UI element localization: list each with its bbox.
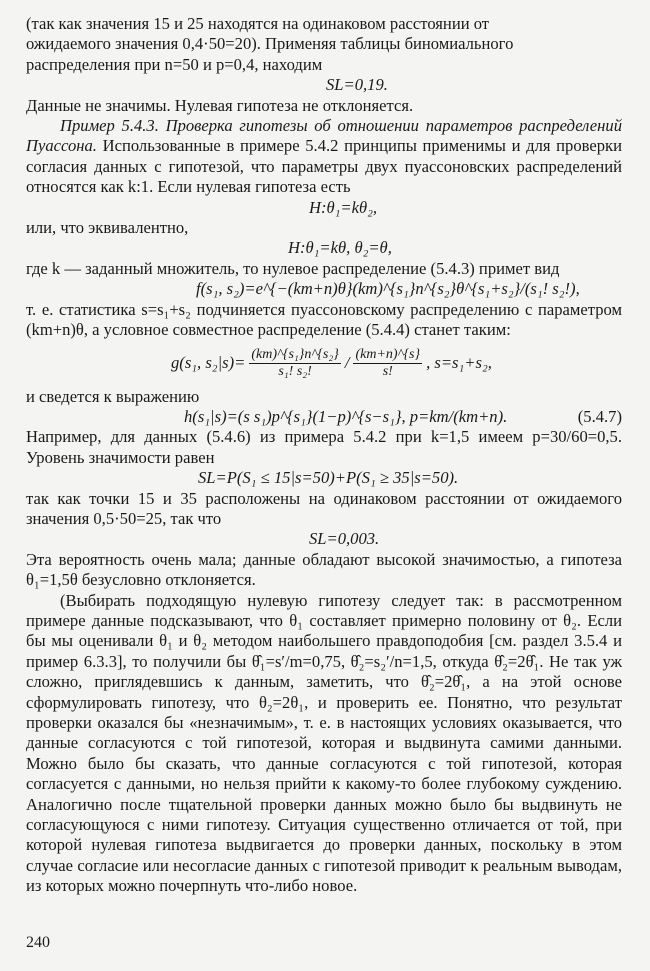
fraction-1-numerator: (km)^{s₁}n^{s₂} (251, 347, 339, 362)
formula-conditional-distribution (26, 341, 622, 387)
paragraph-statistic: т. е. статистика s=s₁+s₂ подчиняется пуассоновскому распределению с параметром (km+n)θ, а условное совместное распределение (5.4.4) станет таким: (26, 299, 622, 340)
paragraph-not-significant: Данные не значимы. Нулевая гипотеза не отклоняется. (26, 95, 414, 115)
paragraph-reduces: и сведется к выражению (26, 386, 200, 406)
paragraph-choosing-hypothesis: (Выбирать подходящую нулевую гипотезу следует так: в рассмотренном примере данные подсказывают, что θ₁ составляет примерно половину от θ₂. Если бы мы оценивали θ₁ и θ₂ методом наибольшего правдоподобия [см. раздел 3.5.4 и пример 6.3.3], то получили бы θ̂₁=s′/m=0,75, θ̂₂=s₂′/n=1,5, откуда θ̂₂=2θ̂₁. Не так уж сложно, приглядевшись к данным, заметить, что θ̂₂=2θ̂₁, а на этой основе сформулировать гипотезу, что θ₂=2θ₁, и проверить ее. Понятно, что результат проверки оказался бы «незначимым», т. е. в настоящих условиях оказывается, что данные согласуются с той гипотезой, которая и выдвинута самими данными. Можно было бы сказать, что данные согласуются с той гипотезой, которая согласуется с данными, но нельзя прийти к какому-то более глубокому суждению. Аналогично после тщательной проверки данных можно было бы выдвинуть не согласующуюся с ними гипотезу. Ситуация существенно отличается от той, при которой нулевая гипотеза выдвигается до проверки данных, поскольку в этом случае согласие или несогласие данных с гипотезой приводит к реальным выводам, из которых можно почерпнуть что-либо новое. (26, 590, 622, 896)
equation-number: (5.4.7) (577, 406, 622, 426)
formula-null-hypothesis: H:θ₁=kθ₂, (309, 197, 378, 217)
fraction-1 (249, 347, 341, 380)
division-slash: / (344, 353, 350, 373)
paragraph-where-k: где k — заданный множитель, то нулевое распределение (5.4.3) примет вид (26, 258, 560, 278)
text-line-1: (так как значения 15 и 25 находятся на одинаковом расстоянии от (26, 14, 490, 33)
g-right: , s=s₁+s₂, (426, 353, 492, 373)
formula-null-distribution: f(s₁, s₂)=e^{−(km+n)θ}(km)^{s₁}n^{s₂}θ^{s₁+s₂}/(s₁! s₂!), (196, 279, 580, 299)
formula-5-4-7 (26, 407, 622, 427)
text-line-3: распределения при n=50 и p=0,4, находим (26, 54, 323, 74)
formula-5-4-7-body: h(s₁|s)=(s s₁)p^{s₁}(1−p)^{s−s₁}, p=km/(km+n). (184, 406, 508, 426)
paragraph-very-small: Эта вероятность очень мала; данные обладают высокой значимостью, а гипотеза θ₁=1,5θ безусловно отклоняется. (26, 549, 622, 590)
text-line-2: ожидаемого значения 0,4·50=20). Применяя таблицы биномиального (26, 34, 514, 54)
formula-sl-0003: SL=0,003. (309, 529, 380, 549)
example-title: Пример 5.4.3. Проверка гипотезы об отношении параметров распределений Пуассона. (26, 116, 622, 156)
fraction-2-denominator: s! (382, 364, 393, 379)
paragraph-for-example: Например, для данных (5.4.6) из примера 5.4.2 при k=1,5 имеем p=30/60=0,5. Уровень значимости равен (26, 427, 622, 467)
fraction-2-numerator: (km+n)^{s} (355, 347, 421, 362)
paragraph-since-points: так как точки 15 и 35 расположены на одинаковом расстоянии от ожидаемого значения 0,5·50=25, так что (26, 488, 622, 528)
paragraph-equivalently: или, что эквивалентно, (26, 218, 189, 238)
formula-significance-level: SL=P(S₁ ≤ 15|s=50)+P(S₁ ≥ 35|s=50). (198, 468, 459, 488)
fraction-1-denominator: s₁! s₂! (278, 364, 312, 379)
formula-sl-019: SL=0,19. (326, 75, 388, 95)
page-number: 240 (26, 934, 50, 951)
formula-null-hypothesis-equivalent: H:θ₁=kθ, θ₂=θ, (288, 238, 392, 258)
example-body: Использованные в примере 5.4.2 принципы применимы и для проверки согласия данных с гипотезой, что параметры двух пуассоновских распределений относятся как k:1. Если нулевая гипотеза есть (26, 136, 622, 197)
g-left: g(s₁, s₂|s)= (171, 353, 246, 373)
fraction-2 (353, 347, 422, 380)
paragraph-example-543 (26, 116, 622, 198)
